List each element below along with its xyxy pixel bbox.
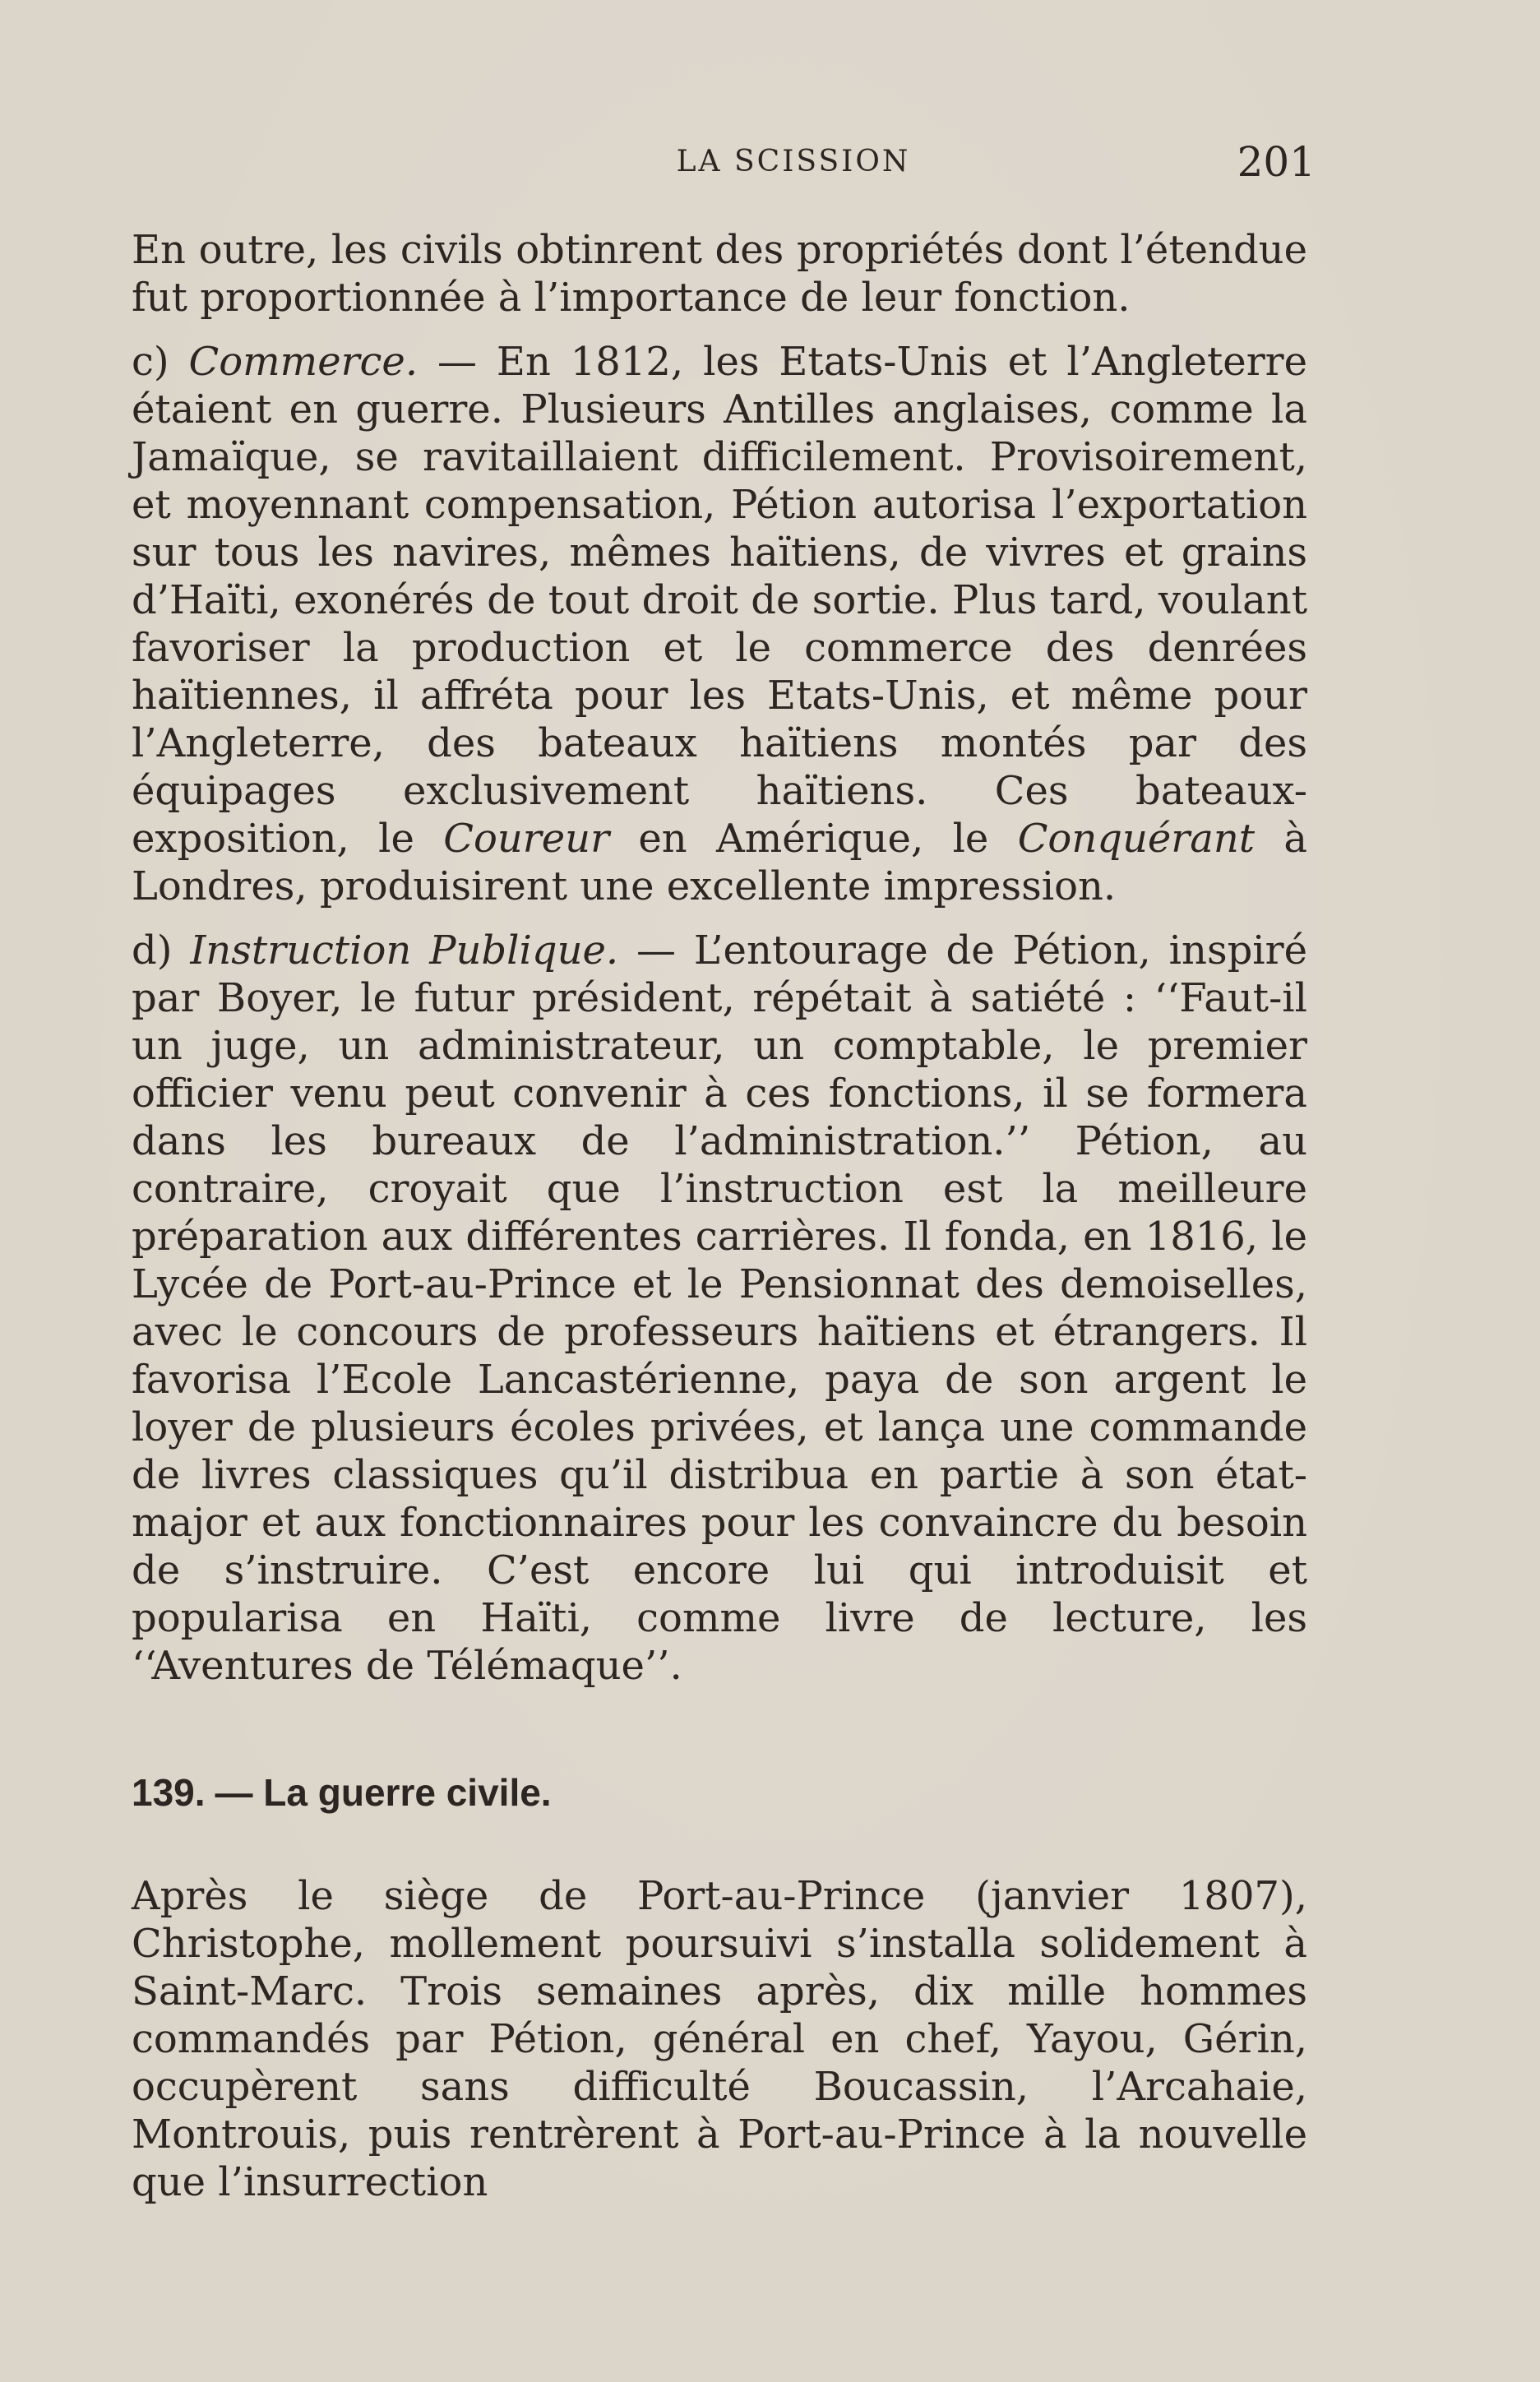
commerce-label: c) [132, 339, 169, 385]
commerce-title: Commerce. [188, 339, 419, 385]
paragraph-civils [132, 226, 1307, 321]
commerce-text: — En 1812, les Etats-Unis et l’Angleterre étaient en guerre. Plusieurs Antilles anglaises, comme la Jamaïque, se ravitaillaient difficilement. Provisoirement, et moyennant compensation, Pétion autorisa l’exportation sur tous les navires, mêmes haïtiens, de vivres et grains d’Haïti, exonérés de tout droit de sortie. Plus tard, voulant favoriser la production et le commerce des denrées haïtiennes, il affréta pour les Etats-Unis, et même pour l’Angleterre, des bateaux haïtiens montés par des équipages exclusivement haïtiens. Ces bateaux-exposition, le [132, 339, 1308, 862]
page-number: 201 [1237, 138, 1316, 186]
instruction-label: d) [132, 927, 173, 974]
ship-name-conquerant: Conquérant [1017, 816, 1256, 862]
ship-name-coureur: Coureur [443, 816, 610, 862]
section-title: — La guerre civile. [215, 1771, 552, 1814]
section-number: 139. [132, 1771, 206, 1814]
commerce-text-end: à Londres, produisirent une excellente impression. [132, 816, 1308, 909]
running-title: LA SCISSION [676, 145, 911, 178]
paragraph-instruction [132, 927, 1307, 1690]
paragraph-commerce [132, 338, 1307, 910]
paragraph-guerre-civile [132, 1872, 1307, 2206]
instruction-title: Instruction Publique. [190, 927, 619, 974]
instruction-text: — L’entourage de Pétion, inspiré par Boyer, le futur président, répétait à satiété : ‘‘Faut-il un juge, un administrateur, un comptable, le premier officier venu peut convenir à ces fonctions, il se formera dans les bureaux de l’administration.’’ Pétion, au contraire, croyait que l’instruction est la meilleure préparation aux différentes carrières. Il fonda, en 1816, le Lycée de Port-au-Prince et le Pensionnat des demoiselles, avec le concours de professeurs haïtiens et étrangers. Il favorisa l’Ecole Lancastérienne, paya de son argent le loyer de plusieurs écoles privées, et lança une commande de livres classiques qu’il distribua en partie à son état-major et aux fonctionnaires pour les convaincre du besoin de s’instruire. C’est encore lui qui introduisit et popularisa en Haïti, comme livre de lecture, les ‘‘Aventures de Télémaque’’. [132, 927, 1308, 1689]
guerre-civile-text: Après le siège de Port-au-Prince (janvier 1807), Christophe, mollement poursuivi s’installa solidement à Saint-Marc. Trois semaines après, dix mille hommes commandés par Pétion, général en chef, Yayou, Gérin, occupèrent sans difficulté Boucassin, l’Arcahaie, Montrouis, puis rentrèrent à Port-au-Prince à la nouvelle que l’insurrection [132, 1873, 1307, 2205]
section-heading [132, 1769, 1307, 1816]
running-head [132, 138, 1316, 187]
body-text [132, 226, 1307, 2222]
commerce-text-mid: en Amérique, le [609, 816, 1018, 862]
paragraph-civils-text: En outre, les civils obtinrent des propriétés dont l’étendue fut proportionnée à l’importance de leur fonction. [132, 227, 1307, 321]
